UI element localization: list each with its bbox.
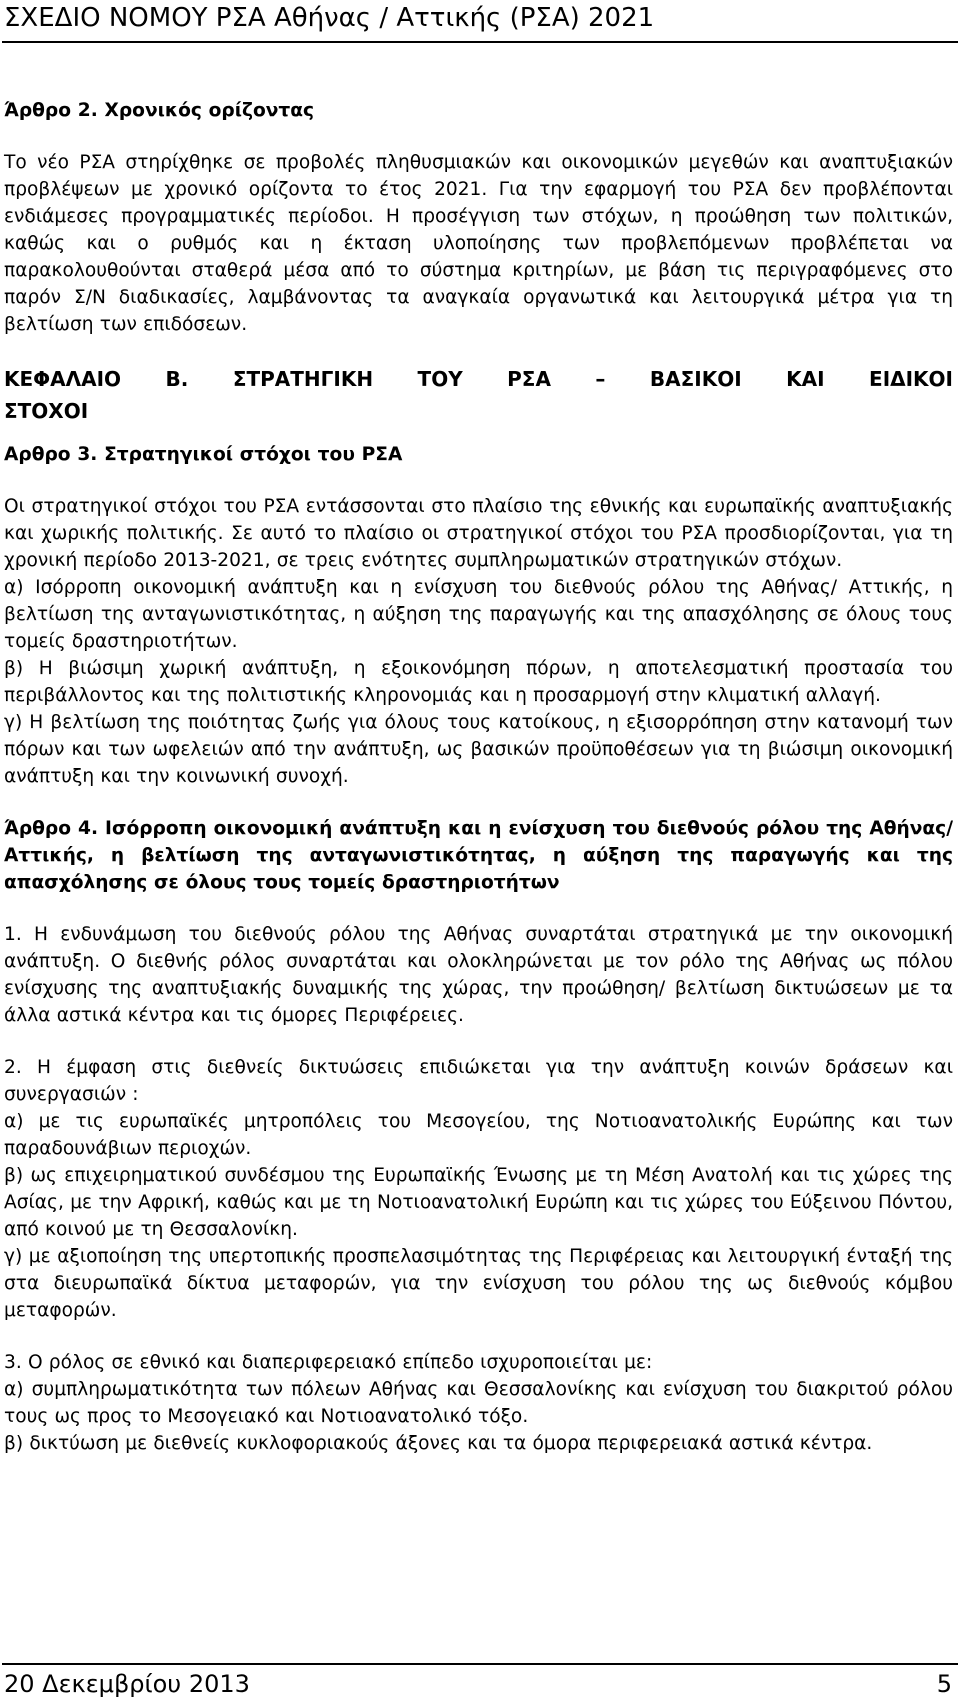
article-4-paragraph-3-item-b: β) δικτύωση με διεθνείς κυκλοφοριακούς άξονες και τα όμορα περιφερειακά αστικά κέντρα. bbox=[4, 1433, 873, 1454]
article-3-item-a: α) Ισόρροπη οικονομική ανάπτυξη και η ενίσχυση του διεθνούς ρόλου της Αθήνας/ Αττικής, η βελτίωση της ανταγωνιστικότητας, η αύξηση της παραγωγής και της απασχόλησης σε όλους τους τομείς δραστηριοτήτων. bbox=[4, 577, 953, 652]
footer-date: 20 Δεκεμβρίου 2013 bbox=[4, 1670, 250, 1698]
article-4-paragraph-1: 1. Η ενδυνάμωση του διεθνούς ρόλου της Αθήνας συναρτάται στρατηγικά με την οικονομική ανάπτυξη. Ο διεθνής ρόλος συναρτάται και ολοκληρώνεται με τον ρόλο της Αθήνας ως πόλου ενίσχυσης της αναπτυξιακής δυναμικής της χώρας, την προώθηση/ βελτίωση δικτυώσεων με τα άλλα αστικά κέντρα και τις όμορες Περιφέρειες. bbox=[4, 924, 953, 1026]
page-number: 5 bbox=[936, 1670, 952, 1698]
spacer bbox=[4, 338, 953, 363]
article-3-intro: Οι στρατηγικοί στόχοι του ΡΣΑ εντάσσονται στο πλαίσιο της εθνικής και ευρωπαϊκής αναπτυξιακής και χωρικής πολιτικής. Σε αυτό το πλαίσιο οι στρατηγικοί στόχοι του ΡΣΑ προσδιορίζονται, για τη χρονική περίοδο 2013-2021, σε τρεις ενότητες συμπληρωματικών στρατηγικών στόχων. bbox=[4, 496, 953, 571]
footer-rule bbox=[2, 1663, 958, 1665]
article-4-paragraph-2-item-b: β) ως επιχειρηματικού συνδέσμου της Ευρωπαϊκής Ένωσης με τη Μέση Ανατολή και τις χώρες της Ασίας, με την Αφρική, καθώς και με τη Νοτιοανατολική Ευρώπη και τις χώρες του Εύξεινου Πόντου, από κοινού με τη Θεσσαλονίκη. bbox=[4, 1165, 953, 1240]
article-2-body: Το νέο ΡΣΑ στηρίχθηκε σε προβολές πληθυσμιακών και οικονομικών μεγεθών και αναπτυξιακών προβλέψεων με χρονικό ορίζοντα το έτος 2021. Για την εφαρμογή του ΡΣΑ δεν προβλέπονται ενδιάμεσες προγραμματικές περίοδοι. Η προσέγγιση των στόχων, η προώθηση των πολιτικών, καθώς και ο ρυθμός και η έκταση υλοποίησης των προβλεπόμενων προβλέπεται να παρακολουθούνται σταθερά μέσα από το σύστημα κριτηρίων, με βάση τις περιγραφόμενες στο παρόν Σ/Ν διαδικασίες, λαμβάνοντας τα αναγκαία οργανωτικά και λειτουργικά μέτρα για τη βελτίωση των επιδόσεων. bbox=[4, 152, 953, 335]
article-4-heading: Άρθρο 4. Ισόρροπη οικονομική ανάπτυξη και η ενίσχυση του διεθνούς ρόλου της Αθήνας/ Αττικής, η βελτίωση της ανταγωνιστικότητας, η αύξηση της παραγωγής και της απασχόλησης σε όλους τους τομείς δραστηριοτήτων bbox=[4, 818, 953, 893]
article-3-item-b: β) Η βιώσιμη χωρική ανάπτυξη, η εξοικονόμηση πόρων, η αποτελεσματική προστασία του περιβάλλοντος και της πολιτιστικής κληρονομιάς και η προσαρμογή στην κλιματική αλλαγή. bbox=[4, 658, 953, 706]
article-3-item-c: γ) Η βελτίωση της ποιότητας ζωής για όλους τους κατοίκους, η εξισορρόπηση στην κατανομή των πόρων και των ωφελειών από την ανάπτυξη, ως βασικών προϋποθέσεων για τη βιώσιμη οικονομική ανάπτυξη και την κοινωνική συνοχή. bbox=[4, 712, 953, 787]
article-4-paragraph-2-item-c: γ) με αξιοποίηση της υπερτοπικής προσπελασιμότητας της Περιφέρειας και λειτουργική ένταξή της στα διευρωπαϊκά δίκτυα μεταφορών, για την ενίσχυση του ρόλου της ως διεθνούς κόμβου μεταφορών. bbox=[4, 1246, 953, 1321]
article-3-heading: Αρθρο 3. Στρατηγικοί στόχοι του ΡΣΑ bbox=[4, 444, 403, 465]
spacer bbox=[4, 124, 953, 149]
chapter-b-title-line2: ΣΤΟΧΟΙ bbox=[4, 399, 89, 423]
spacer bbox=[4, 468, 953, 493]
page-header-title: ΣΧΕΔΙΟ ΝΟΜΟΥ ΡΣΑ Αθήνας / Αττικής (ΡΣΑ) 2021 bbox=[4, 3, 655, 33]
spacer bbox=[4, 427, 953, 441]
spacer bbox=[4, 1029, 953, 1054]
article-4-paragraph-3-item-a: α) συμπληρωματικότητα των πόλεων Αθήνας και Θεσσαλονίκης και ενίσχυση του διακριτού ρόλου τους ως προς το Μεσογειακό και Νοτιοανατολικό τόξο. bbox=[4, 1379, 953, 1427]
article-2-heading: Άρθρο 2. Χρονικός ορίζοντας bbox=[4, 100, 315, 121]
article-4-paragraph-2-item-a: α) με τις ευρωπαϊκές μητροπόλεις του Μεσογείου, της Νοτιοανατολικής Ευρώπης και των παραδουνάβιων περιοχών. bbox=[4, 1111, 953, 1159]
spacer bbox=[4, 1324, 953, 1349]
spacer bbox=[4, 790, 953, 815]
document-body bbox=[4, 97, 953, 1457]
header-rule bbox=[2, 41, 958, 43]
article-4-paragraph-2-intro: 2. Η έμφαση στις διεθνείς δικτυώσεις επιδιώκεται για την ανάπτυξη κοινών δράσεων και συνεργασιών : bbox=[4, 1057, 953, 1105]
spacer bbox=[4, 896, 953, 921]
chapter-b-title-line1: ΚΕΦΑΛΑΙΟ Β. ΣΤΡΑΤΗΓΙΚΗ ΤΟΥ ΡΣΑ – ΒΑΣΙΚΟΙ ΚΑΙ ΕΙΔΙΚΟΙ bbox=[4, 367, 953, 391]
article-4-paragraph-3-intro: 3. Ο ρόλος σε εθνικό και διαπεριφερειακό επίπεδο ισχυροποιείται με: bbox=[4, 1352, 653, 1373]
